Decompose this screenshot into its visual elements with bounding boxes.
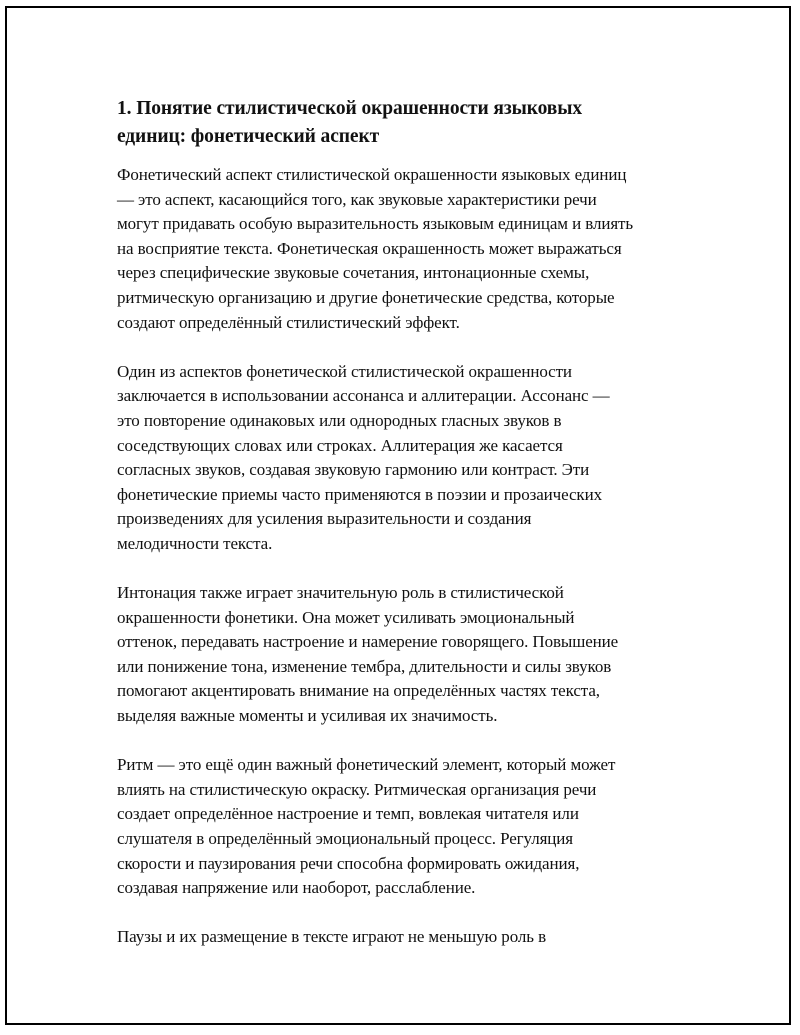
text-line: ритмическую организацию и другие фонетические средства, которые — [117, 287, 615, 307]
text-line: слушателя в определённый эмоциональный процесс. Регуляция — [117, 829, 574, 849]
section-heading-line: 1. Понятие стилистической окрашенности языковых — [117, 98, 582, 119]
text-line: оттенок, передавать настроение и намерение говорящего. Повышение — [117, 632, 619, 652]
text-line: на восприятие текста. Фонетическая окрашенность может выражаться — [117, 238, 622, 258]
paragraph-rhythm — [117, 753, 697, 901]
text-line: — это аспект, касающийся того, как звуковые характеристики речи — [117, 189, 597, 209]
paragraph-phonetic-aspect — [117, 163, 697, 335]
text-line: создавая напряжение или наоборот, расслабление. — [117, 878, 476, 898]
text-line: влиять на стилистическую окраску. Ритмическая организация речи — [117, 779, 597, 799]
text-line: создает определённое настроение и темп, вовлекая читателя или — [117, 804, 579, 824]
paragraph-assonance-alliteration — [117, 360, 697, 557]
section-heading-line: единиц: фонетический аспект — [117, 126, 380, 147]
text-line: Ритм — это ещё один важный фонетический элемент, который может — [117, 755, 616, 775]
text-line: создают определённый стилистический эффект. — [117, 312, 460, 332]
text-line: или понижение тона, изменение тембра, длительности и силы звуков — [117, 656, 612, 676]
text-line: выделяя важные моменты и усиливая их значимость. — [117, 706, 498, 726]
text-line: Один из аспектов фонетической стилистической окрашенности — [117, 361, 572, 381]
text-line: соседствующих словах или строках. Аллитерация же касается — [117, 435, 563, 455]
paragraph-pauses — [117, 925, 697, 950]
text-line: могут придавать особую выразительность языковым единицам и влиять — [117, 214, 634, 234]
text-line: Паузы и их размещение в тексте играют не меньшую роль в — [117, 927, 546, 947]
section-heading — [117, 95, 697, 151]
text-line: окрашенности фонетики. Она может усиливать эмоциональный — [117, 607, 575, 627]
text-line: заключается в использовании ассонанса и аллитерации. Ассонанс — — [117, 386, 610, 406]
document-body — [117, 95, 697, 975]
paragraph-intonation — [117, 581, 697, 729]
text-line: произведениях для усиления выразительности и создания — [117, 509, 532, 529]
text-line: Фонетический аспект стилистической окрашенности языковых единиц — [117, 165, 627, 184]
text-line: скорости и паузирования речи способна формировать ожидания, — [117, 853, 580, 873]
text-line: согласных звуков, создавая звуковую гармонию или контраст. Эти — [117, 460, 590, 480]
text-line: это повторение одинаковых или однородных гласных звуков в — [117, 410, 562, 430]
text-line: помогают акцентировать внимание на определённых частях текста, — [117, 681, 600, 701]
text-line: через специфические звуковые сочетания, интонационные схемы, — [117, 263, 590, 283]
text-line: мелодичности текста. — [117, 533, 273, 553]
text-line: фонетические приемы часто применяются в поэзии и прозаических — [117, 484, 602, 504]
text-line: Интонация также играет значительную роль в стилистической — [117, 583, 564, 603]
